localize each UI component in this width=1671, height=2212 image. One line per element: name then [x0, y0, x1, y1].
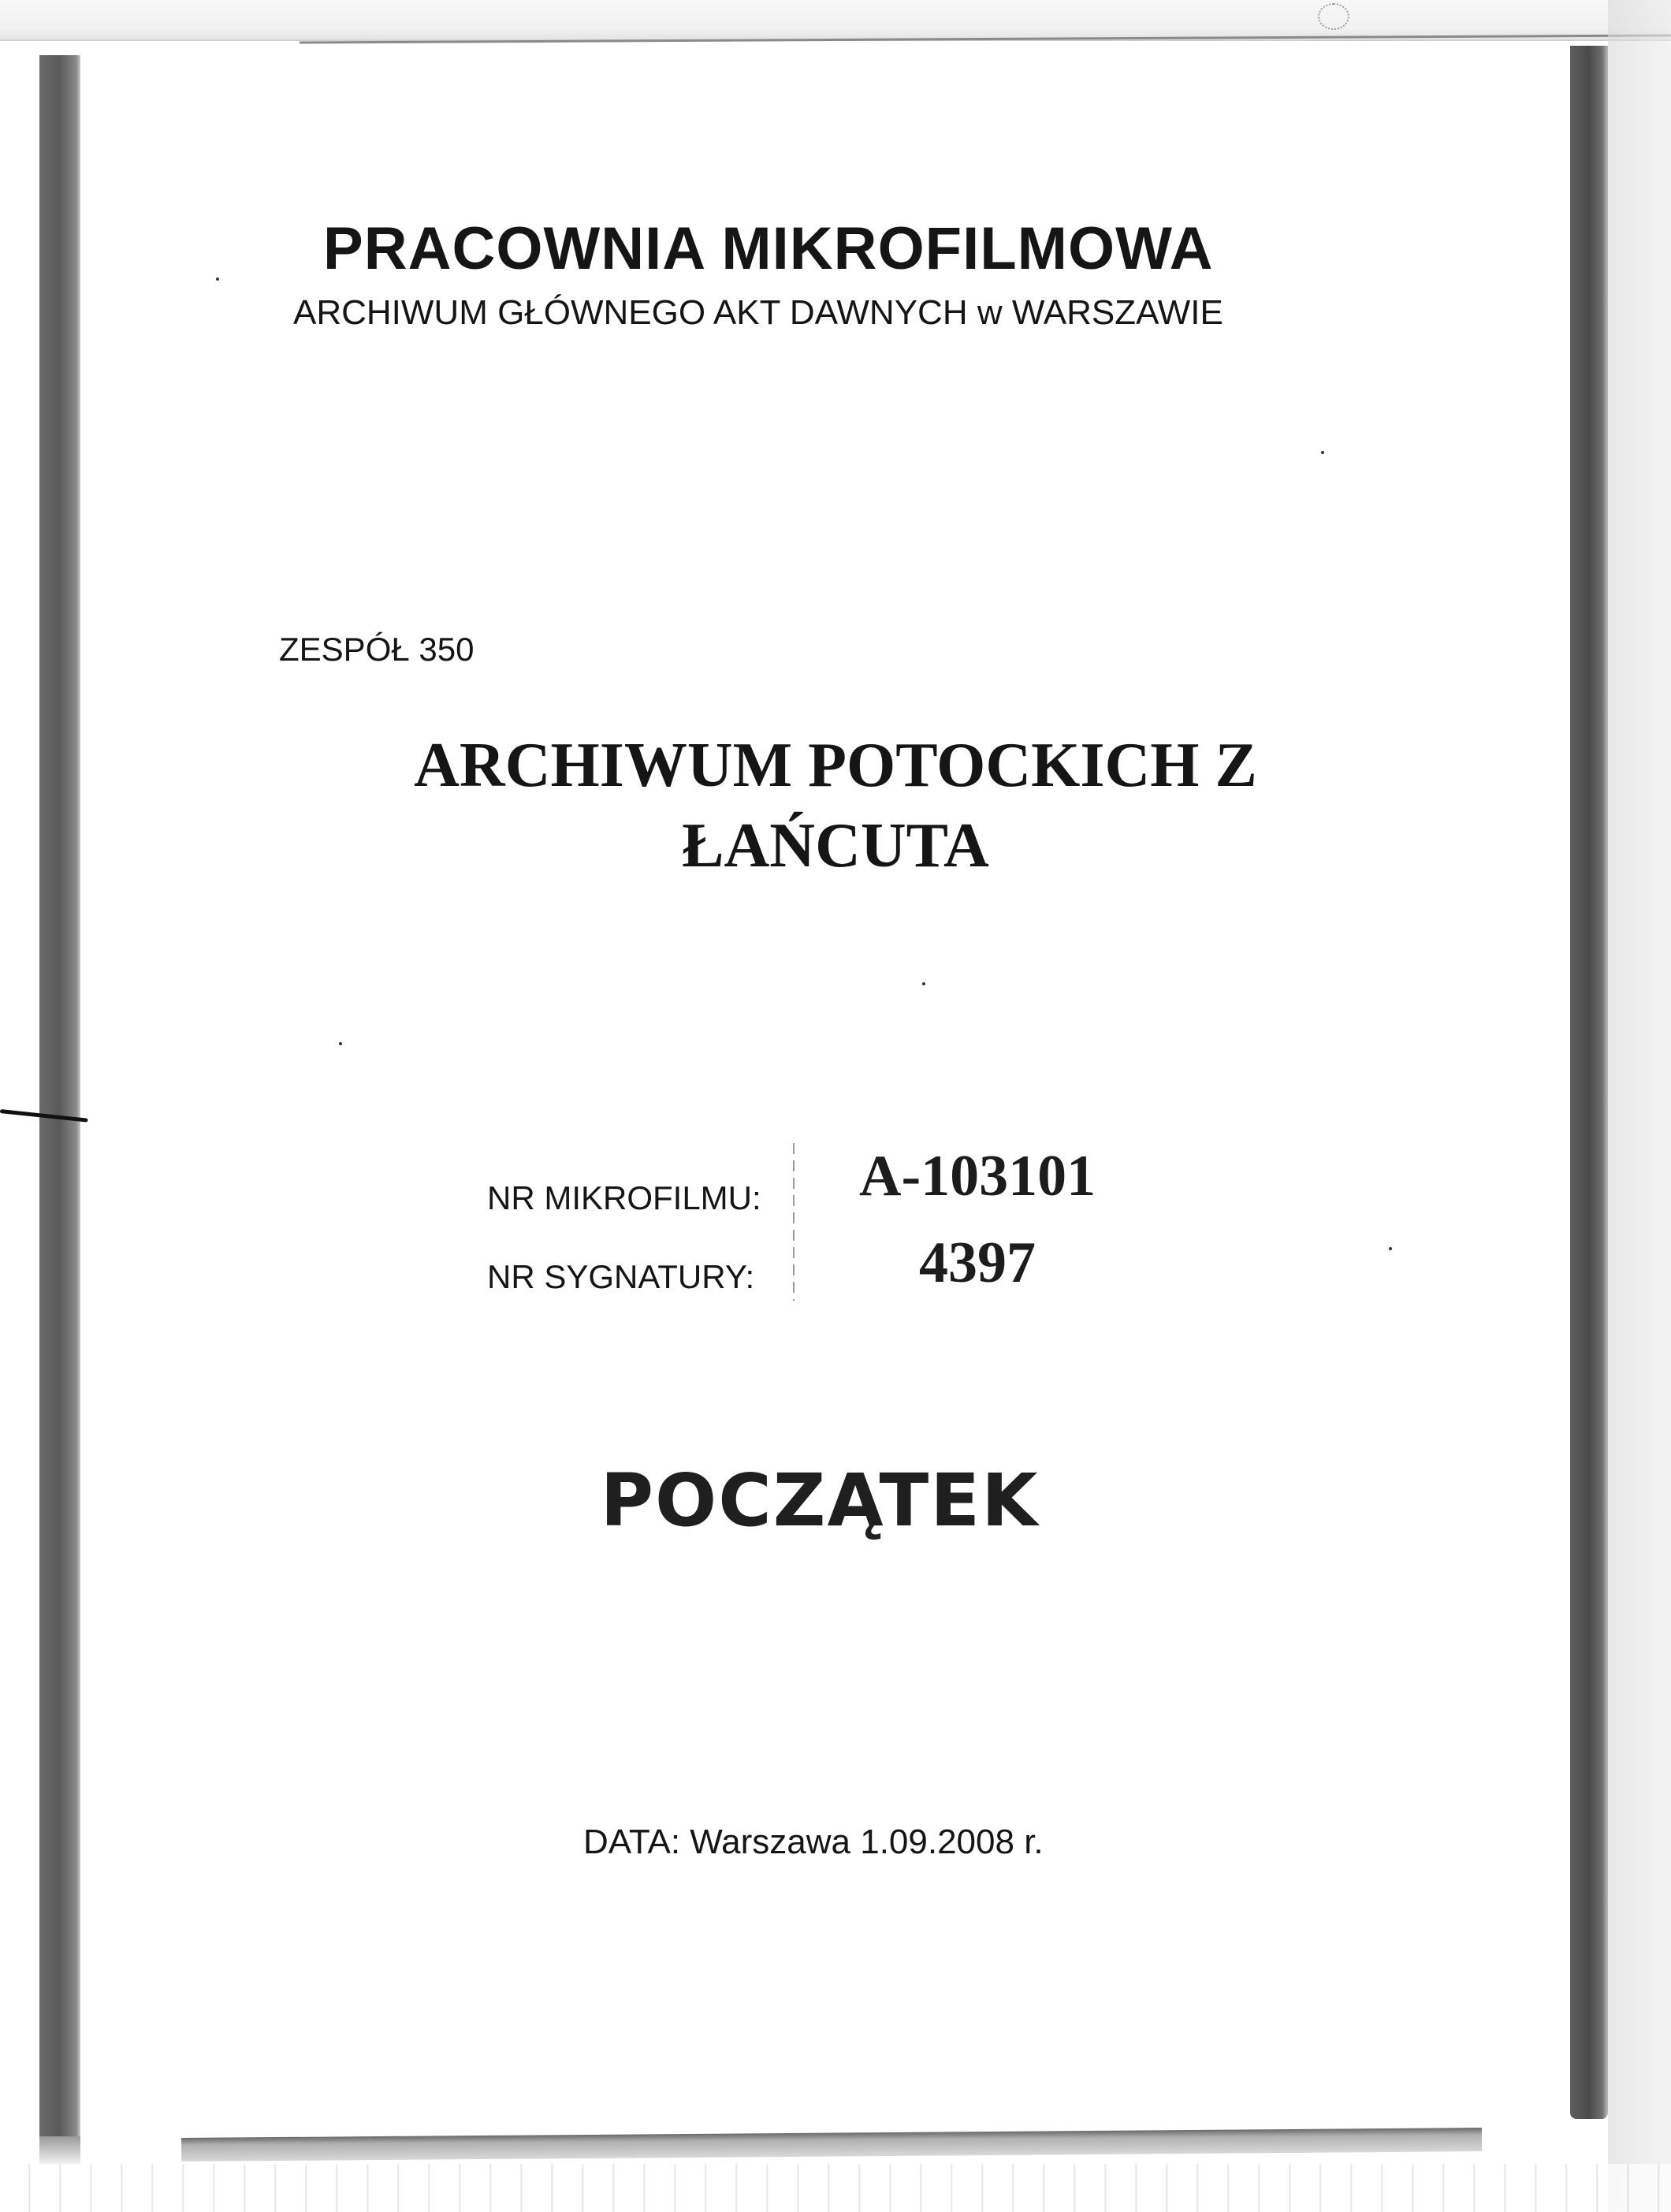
institution-title: PRACOWNIA MIKROFILMOWA: [323, 215, 1214, 282]
scan-bottom-noise: [0, 2164, 1671, 2212]
collection-title-line-1: ARCHIWUM POTOCKICH Z: [414, 731, 1257, 800]
signature-number-value: 4397: [919, 1231, 1036, 1295]
reel-position-status: POCZĄTEK: [600, 1458, 1040, 1543]
institution-subtitle: ARCHIWUM GŁÓWNEGO AKT DAWNYCH w WARSZAWIE: [293, 293, 1223, 332]
date-line: DATA: Warszawa 1.09.2008 r.: [583, 1823, 1044, 1861]
scan-speck: [339, 1042, 342, 1045]
scan-speck: [922, 982, 925, 985]
collection-title-line-2: ŁAŃCUTA: [682, 811, 989, 881]
microfilm-number-value: A-103101: [859, 1144, 1096, 1208]
scan-right-shadow-bar: [1570, 46, 1608, 2119]
signature-number-label: NR SYGNATURY:: [487, 1258, 755, 1295]
collection-title: [284, 725, 1387, 886]
scan-left-shadow-bar: [39, 55, 80, 2136]
scan-speck: [1321, 451, 1324, 454]
scan-speck: [1389, 1247, 1392, 1250]
paper-bottom-border: [181, 2128, 1482, 2162]
punch-hole-mark: [1318, 3, 1349, 30]
microfilm-number-label: NR MIKROFILMU:: [487, 1179, 761, 1216]
fonds-number: ZESPÓŁ 350: [279, 631, 475, 668]
identifier-divider: [793, 1143, 795, 1301]
scan-right-margin: [1608, 0, 1671, 2212]
scan-speck: [216, 277, 219, 281]
